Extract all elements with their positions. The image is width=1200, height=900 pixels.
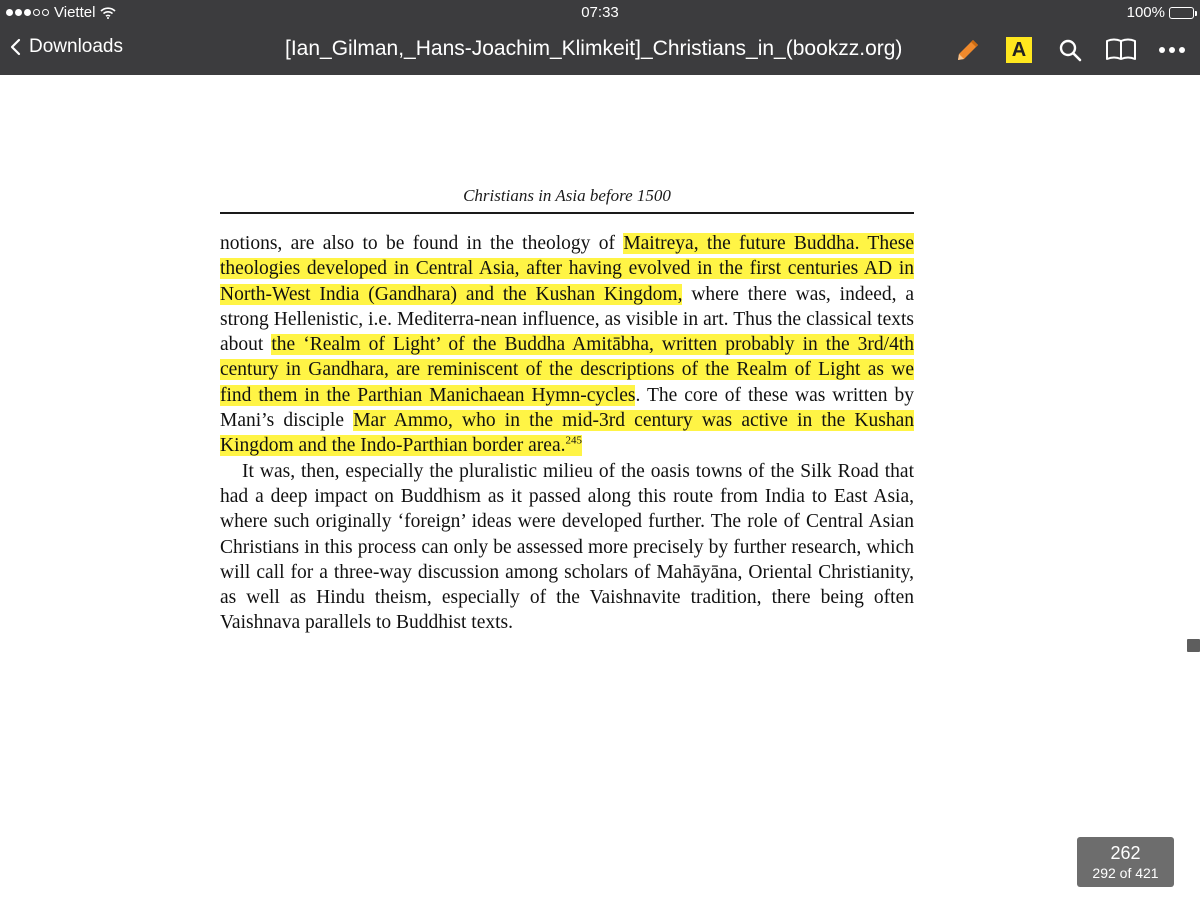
paragraph-2[interactable]: It was, then, especially the pluralistic milieu of the oasis towns of the Silk Road that had a deep impact on Buddhism as it passed along this route from India to East Asia, where such originally ‘foreign’ ideas were developed further. The role of Central Asian Christians in this process can only be assessed more precisely by further research, which will call for a three-way discussion among scholars of Mahāyāna, Oriental Christianity, as well as Hindu theism, especially of the Vaishnavite tradition, there being often Vaishnava parallels to Buddhist texts. xyxy=(220,460,914,634)
back-button[interactable] xyxy=(10,36,123,58)
highlighted-text: Mar Ammo, who in the mid-3rd century was active in the Kushan Kingdom and the Indo-Parthian border area. xyxy=(220,410,915,457)
highlight-button[interactable] xyxy=(1001,34,1037,66)
highlight-icon: A xyxy=(1006,37,1032,63)
header-rule xyxy=(220,212,914,214)
status-bar xyxy=(0,0,1200,26)
paragraph-1[interactable] xyxy=(220,231,914,459)
document-title: [Ian_Gilman,_Hans-Joachim_Klimkeit]_Christians_in_(bookzz.org) xyxy=(285,37,903,60)
page-text[interactable] xyxy=(220,231,914,636)
toolbar-actions xyxy=(950,34,1190,66)
text-segment: where there was, indeed, a strong Hellenistic, i.e. Mediterra-nean influence, as visible in art. Thus the classical texts about xyxy=(220,283,914,356)
more-button[interactable] xyxy=(1154,34,1190,66)
battery-percent: 100% xyxy=(1126,4,1165,21)
battery-icon xyxy=(1169,7,1194,19)
clock: 07:33 xyxy=(581,4,619,21)
chevron-left-icon xyxy=(10,38,21,56)
page-indicator[interactable] xyxy=(1077,837,1174,887)
carrier-name: Viettel xyxy=(54,4,96,21)
text-segment: notions, are also to be found in the theology of xyxy=(220,233,624,254)
battery-status xyxy=(1127,4,1194,21)
app-header xyxy=(0,0,1200,75)
search-button[interactable] xyxy=(1052,34,1088,66)
printed-page-number: 262 xyxy=(1110,843,1141,863)
footnote-marker[interactable]: 245 xyxy=(565,434,582,447)
text-segment: . The core of these was written by Mani’s disciple xyxy=(220,384,915,432)
reader-toolbar xyxy=(0,26,1200,75)
running-head: Christians in Asia before 1500 xyxy=(463,186,671,205)
page-position: 292 of 421 xyxy=(1092,865,1159,881)
highlight-annotation[interactable]: Maitreya, the future Buddha. These theologies developed in Central Asia, after having evolved in the first centuries AD in North-West India (Gandhara) and the Kushan Kingdom, xyxy=(220,233,914,305)
highlight-annotation[interactable]: the ‘Realm of Light’ of the Buddha Amitābha, written probably in the 3rd/4th century in Gandhara, are reminiscent of the descriptions of the Realm of Light as we find them in the Parthian Manichaean Hymn-cycles xyxy=(220,334,914,406)
back-label: Downloads xyxy=(29,36,123,57)
pencil-icon xyxy=(955,37,981,63)
bookmarks-button[interactable] xyxy=(1103,34,1139,66)
annotate-button[interactable] xyxy=(950,34,986,66)
book-icon xyxy=(1105,38,1137,62)
more-icon xyxy=(1158,46,1186,54)
scroll-indicator[interactable] xyxy=(1187,639,1200,652)
search-icon xyxy=(1058,38,1082,62)
